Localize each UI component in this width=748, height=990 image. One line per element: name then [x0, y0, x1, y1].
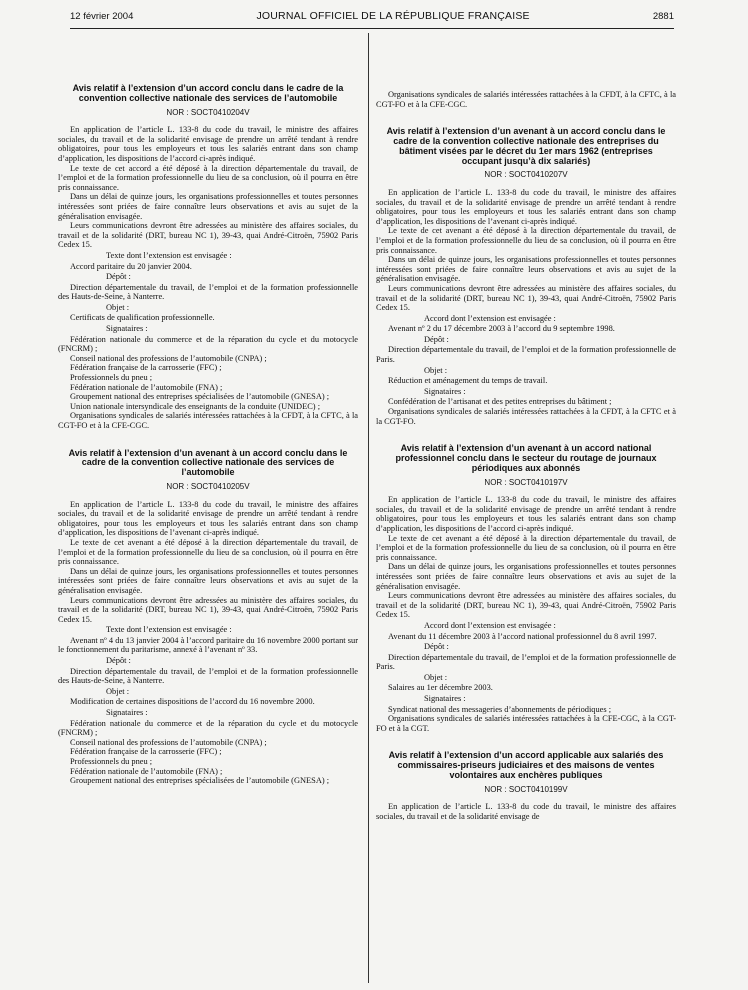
notice-title: Avis relatif à l’extension d’un accord applicable aux salariés des commissaires-priseurs judiciaires et des maisons de ventes volontaires aux enchères publiques — [388, 750, 664, 781]
objet-value: Salaires au 1er décembre 2003. — [388, 683, 493, 693]
right-column — [376, 90, 676, 822]
signataire-item: Fédération française de la carrosserie (FFC) ; — [70, 363, 222, 373]
signataire-item: Groupement national des entreprises spécialisées de l’automobile (GNESA) ; — [70, 776, 330, 786]
texte-label: Accord dont l’extension est envisagée : — [424, 313, 556, 323]
signataire-item: Syndicat national des messageries d’abonnements de périodiques ; — [388, 704, 612, 714]
notice-section — [376, 444, 676, 733]
objet-label: Objet : — [424, 672, 448, 682]
paragraph: Leurs communications devront être adressées au ministère des affaires sociales, du travail et de la solidarité (DRT, bureau NC 1), 39-43, quai André-Citroën, 75902 Paris Cedex 15. — [376, 283, 676, 313]
notice-title: Avis relatif à l’extension d’un accord conclu dans le cadre de la convention collective nationale des services de l’automobile — [72, 83, 344, 103]
nor-reference: NOR : SOCT0410204V — [166, 107, 250, 117]
journal-title: JOURNAL OFFICIEL DE LA RÉPUBLIQUE FRANÇAISE — [256, 10, 530, 22]
notice-title: Avis relatif à l’extension d’un avenant à un accord conclu dans le cadre de la convention collective nationale des services de l’automobile — [68, 447, 348, 478]
signataire-item: Fédération nationale du commerce et de la réparation du cycle et du motocycle (FNCRM) ; — [58, 334, 358, 354]
notice-title: Avis relatif à l’extension d’un avenant à un accord national professionnel conclu dans le secteur du routage de journaux périodiques aux abonnés — [395, 443, 657, 473]
signataire-item: Fédération nationale de l’automobile (FNA) ; — [70, 766, 223, 776]
signataires-label: Signataires : — [424, 694, 466, 704]
objet-label: Objet : — [106, 302, 130, 312]
depot-value: Direction départementale du travail, de l’emploi et de la formation professionnelle de Paris. — [376, 345, 676, 365]
paragraph: Leurs communications devront être adressées au ministère des affaires sociales, du travail et de la solidarité (DRT, bureau NC 1), 39-43, quai André-Citroën, 75902 Paris Cedex 15. — [58, 595, 358, 624]
objet-label: Objet : — [106, 686, 130, 696]
signataire-item: Organisations syndicales de salariés intéressées rattachées à la CFE-CGC, à la CGT-FO et à la CGT. — [376, 714, 676, 733]
signataire-item: Groupement national des entreprises spécialisées de l’automobile (GNESA) ; — [70, 392, 330, 402]
signataire-item: Professionnels du pneu ; — [70, 757, 153, 767]
page-header — [70, 10, 674, 28]
depot-value: Direction départementale du travail, de l’emploi et de la formation professionnelle des Hauts-de-Seine, à Nanterre. — [58, 666, 358, 686]
column-divider — [368, 33, 369, 983]
texte-value: Accord paritaire du 20 janvier 2004. — [70, 261, 192, 271]
signataires-label: Signataires : — [106, 708, 148, 718]
paragraph: En application de l’article L. 133-8 du code du travail, le ministre des affaires sociales, du travail et de la solidarité envisage de prendre un arrêté tendant à rendre obligatoires, pour tous les employeurs et tous les salariés entrant dans son champ d’application, les dispositions de l’avenant ci-après indiqué. — [58, 499, 358, 538]
paragraph: En application de l’article L. 133-8 du code du travail, le ministre des affaires sociales, du travail et de la solidarité envisage de — [376, 802, 676, 822]
signataire-item: Union nationale intersyndicale des enseignants de la conduite (UNIDEC) ; — [70, 401, 321, 411]
paragraph: Dans un délai de quinze jours, les organisations professionnelles et toutes personnes intéressées sont priées de faire connaître leurs observations et avis au sujet de la généralisation envisagée. — [376, 255, 676, 284]
texte-value: Avenant nº 2 du 17 décembre 2003 à l’accord du 9 septembre 1998. — [388, 324, 615, 334]
signataires-label: Signataires : — [106, 324, 148, 334]
signataire-item: Conseil national des professions de l’automobile (CNPA) ; — [70, 353, 267, 363]
signataire-item: Confédération de l’artisanat et des petites entreprises du bâtiment ; — [388, 397, 612, 407]
paragraph: En application de l’article L. 133-8 du code du travail, le ministre des affaires sociales, du travail et de la solidarité envisage de prendre un arrêté tendant à rendre obligatoires, pour tous les employeurs et tous les salariés entrant dans son champ d’application, les dispositions de l’avenant ci-après indiqué. — [376, 187, 676, 226]
paragraph: En application de l’article L. 133-8 du code du travail, le ministre des affaires sociales, du travail et de la solidarité envisage de prendre un arrêté tendant à rendre obligatoires, pour tous les employeurs et tous les salariés entrant dans son champ d’application, les dispositions de l’accord ci-après indiqué. — [58, 125, 358, 163]
objet-value: Certificats de qualification professionnelle. — [70, 313, 215, 323]
paragraph: En application de l’article L. 133-8 du code du travail, le ministre des affaires sociales, du travail et de la solidarité envisage de prendre un arrêté tendant à rendre obligatoires, pour tous les employeurs et tous les salariés entrant dans son champ d’application, les dispositions de l’accord ci-après indiqué. — [376, 495, 676, 533]
paragraph: Le texte de cet avenant a été déposé à la direction départementale du travail, de l’emploi et de la formation professionnelle du lieu de sa conclusion, où il pourra en être pris connaissance. — [58, 537, 358, 567]
signataire-item: Organisations syndicales de salariés intéressées rattachées à la CFDT, à la CFTC et à la CGT-FO. — [376, 407, 676, 426]
depot-value: Direction départementale du travail, de l’emploi et de la formation professionnelle des Hauts-de-Seine, à Nanterre. — [58, 282, 358, 302]
nor-reference: NOR : SOCT0410205V — [166, 481, 250, 491]
paragraph: Dans un délai de quinze jours, les organisations professionnelles et toutes personnes intéressées sont priées de faire connaître leurs observations et avis au sujet de la généralisation envisagée. — [58, 192, 358, 221]
texte-label: Texte dont l’extension est envisagée : — [106, 250, 232, 260]
page-number: 2881 — [652, 11, 674, 22]
signataire-item: Fédération nationale de l’automobile (FNA) ; — [70, 382, 223, 392]
depot-value: Direction départementale du travail, de l’emploi et de la formation professionnelle de Paris. — [376, 652, 676, 672]
header-date: 12 février 2004 — [70, 11, 134, 22]
notice-section — [58, 84, 358, 431]
notice-title: Avis relatif à l’extension d’un avenant à un accord conclu dans le cadre de la convention collective nationale des entreprises du bâtiment visées par le décret du 1er mars 1962 (entreprises occupant jusqu’à dix salariés) — [386, 126, 666, 166]
notice-section — [58, 449, 358, 786]
signataire-item: Fédération nationale du commerce et de la réparation du cycle et du motocycle (FNCRM) ; — [58, 718, 358, 738]
depot-label: Dépôt : — [106, 656, 131, 666]
signataire-item: Organisations syndicales de salariés intéressées rattachées à la CFDT, à la CFTC, à la CGT-FO et à la CFE-CGC. — [58, 411, 358, 430]
notice-section — [376, 127, 676, 426]
paragraph: Leurs communications devront être adressées au ministère des affaires sociales, du travail et de la solidarité (DRT, bureau NC 1), 39-43, quai André-Citroën, 75902 Paris Cedex 15. — [376, 591, 676, 620]
continuation-text: Organisations syndicales de salariés intéressées rattachées à la CFDT, à la CFTC, à la CGT-FO et à la CFE-CGC. — [376, 90, 676, 109]
depot-label: Dépôt : — [424, 642, 449, 652]
objet-label: Objet : — [424, 365, 448, 375]
header-rule — [70, 28, 674, 29]
left-column — [58, 84, 358, 786]
nor-reference: NOR : SOCT0410199V — [484, 784, 568, 794]
notice-section — [376, 751, 676, 821]
depot-label: Dépôt : — [106, 272, 131, 282]
paragraph: Dans un délai de quinze jours, les organisations professionnelles et toutes personnes intéressées sont priées de faire connaître leurs observations et avis au sujet de la généralisation envisagée. — [58, 566, 358, 595]
texte-value: Avenant nº 4 du 13 janvier 2004 à l’accord paritaire du 16 novembre 2000 portant sur le fonctionnement du paritarisme, annexé à l’avenant nº 33. — [58, 635, 358, 655]
nor-reference: NOR : SOCT0410197V — [484, 477, 568, 487]
texte-value: Avenant du 11 décembre 2003 à l’accord national professionnel du 8 avril 1997. — [388, 631, 657, 641]
signataire-item: Fédération française de la carrosserie (FFC) ; — [70, 747, 222, 757]
objet-value: Modification de certaines dispositions de l’accord du 16 novembre 2000. — [70, 697, 315, 707]
signataire-item: Conseil national des professions de l’automobile (CNPA) ; — [70, 737, 267, 747]
texte-label: Texte dont l’extension est envisagée : — [106, 625, 232, 635]
paragraph: Le texte de cet avenant a été déposé à la direction départementale du travail, de l’emploi et de la formation professionnelle du lieu de sa conclusion, où il pourra en être pris connaissance. — [376, 533, 676, 562]
signataires-label: Signataires : — [424, 386, 466, 396]
depot-label: Dépôt : — [424, 334, 449, 344]
paragraph: Le texte de cet avenant a été déposé à la direction départementale du travail, de l’emploi et de la formation professionnelle du lieu de sa conclusion, où il pourra en être pris connaissance. — [376, 226, 676, 255]
objet-value: Réduction et aménagement du temps de travail. — [388, 376, 548, 386]
texte-label: Accord dont l’extension est envisagée : — [424, 620, 556, 630]
signataire-item: Professionnels du pneu ; — [70, 373, 153, 383]
nor-reference: NOR : SOCT0410207V — [484, 170, 568, 180]
paragraph: Le texte de cet accord a été déposé à la direction départementale du travail, de l’emploi et de la formation professionnelle du lieu de sa conclusion, où il pourra en être pris connaissance. — [58, 163, 358, 192]
paragraph: Dans un délai de quinze jours, les organisations professionnelles et toutes personnes intéressées sont priées de faire connaître leurs observations et avis au sujet de la généralisation envisagée. — [376, 562, 676, 591]
paragraph: Leurs communications devront être adressées au ministère des affaires sociales, du travail et de la solidarité (DRT, bureau NC 1), 39-43, quai André-Citroën, 75902 Paris Cedex 15. — [58, 221, 358, 250]
